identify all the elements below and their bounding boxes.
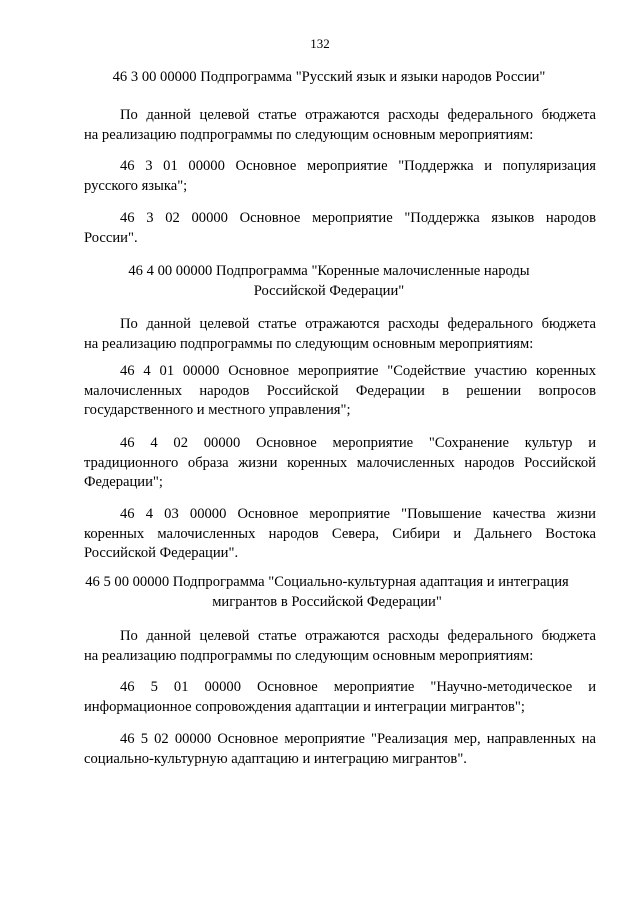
item-line: 46 4 03 00000 Основное мероприятие "Повышение качества жизни	[120, 506, 596, 522]
item-line: Федерации";	[84, 474, 163, 490]
section-heading-46-4	[64, 262, 594, 301]
intro-line: на реализацию подпрограммы по следующим основным мероприятиям:	[84, 647, 534, 664]
item-line: 46 3 01 00000 Основное мероприятие "Поддержка и популяризация	[120, 158, 596, 174]
item-46-5-02	[84, 730, 596, 769]
item-46-3-02	[84, 209, 596, 248]
section-intro-46-3	[84, 106, 596, 145]
item-line: традиционного образа жизни коренных малочисленных народов Российской	[84, 454, 596, 471]
item-line: малочисленных народов Российской Федерации в решении вопросов	[84, 382, 596, 399]
item-46-4-03	[84, 505, 596, 564]
intro-line: на реализацию подпрограммы по следующим основным мероприятиям:	[84, 126, 534, 143]
heading-line: 46 4 00 00000 Подпрограмма "Коренные малочисленные народы	[128, 263, 530, 279]
section-intro-46-5	[84, 627, 596, 666]
item-line: социально-культурную адаптацию и интеграцию мигрантов".	[84, 750, 467, 767]
item-line: 46 4 01 00000 Основное мероприятие "Содействие участию коренных	[120, 363, 596, 379]
item-46-4-02	[84, 434, 596, 493]
heading-line: 46 3 00 00000 Подпрограмма "Русский язык и языки народов России"	[112, 69, 546, 85]
heading-line: мигрантов в Российской Федерации"	[212, 593, 442, 610]
intro-line: По данной целевой статье отражаются расходы федерального бюджета	[120, 316, 596, 332]
item-line: 46 4 02 00000 Основное мероприятие "Сохранение культур и	[120, 435, 596, 451]
page-number: 132	[310, 36, 330, 51]
item-line: государственного и местного управления";	[84, 402, 351, 418]
item-line: русского языка";	[84, 177, 188, 194]
section-heading-46-3	[64, 68, 594, 88]
item-line: информационное сопровождения адаптации и интеграции мигрантов";	[84, 698, 525, 715]
item-line: коренных малочисленных народов Севера, Сибири и Дальнего Востока	[84, 525, 596, 542]
item-46-3-01	[84, 157, 596, 196]
item-line: 46 5 01 00000 Основное мероприятие "Научно-методическое и	[120, 679, 596, 695]
intro-line: По данной целевой статье отражаются расходы федерального бюджета	[120, 107, 596, 123]
item-line: 46 3 02 00000 Основное мероприятие "Поддержка языков народов	[120, 210, 596, 226]
heading-line: Российской Федерации"	[253, 282, 405, 299]
section-intro-46-4	[84, 315, 596, 354]
section-heading-46-5	[44, 573, 610, 612]
item-line: 46 5 02 00000 Основное мероприятие "Реализация мер, направленных на	[120, 731, 596, 747]
item-line: России".	[84, 229, 138, 246]
item-line: Российской Федерации".	[84, 545, 239, 561]
intro-line: По данной целевой статье отражаются расходы федерального бюджета	[120, 628, 596, 644]
heading-line: 46 5 00 00000 Подпрограмма "Социально-культурная адаптация и интеграция	[85, 574, 569, 590]
item-46-5-01	[84, 678, 596, 717]
intro-line: на реализацию подпрограммы по следующим основным мероприятиям:	[84, 335, 534, 352]
item-46-4-01	[84, 362, 596, 421]
